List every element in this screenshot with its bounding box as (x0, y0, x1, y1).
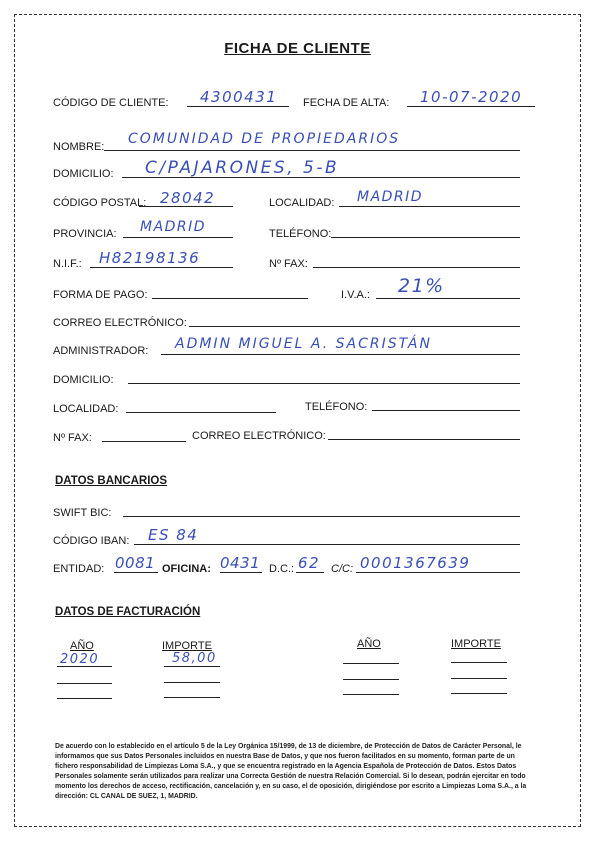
domicilio2-label: DOMICILIO: (53, 374, 114, 386)
codigo-cliente-line (187, 106, 289, 107)
fact-line (451, 678, 507, 679)
cc-line (356, 572, 520, 573)
correo2-line (328, 439, 520, 440)
fact-line (164, 697, 220, 698)
entidad-line (114, 572, 158, 573)
codigo-cliente-value[interactable]: 4300431 (200, 88, 278, 106)
telefono-label: TELÉFONO: (269, 228, 332, 240)
fax2-label: Nº FAX: (53, 432, 92, 444)
form-title: FICHA DE CLIENTE (224, 40, 371, 57)
fact-line (164, 666, 220, 667)
cc-label: C/C: (331, 563, 353, 575)
telefono-line (331, 237, 520, 238)
fecha-alta-line (407, 106, 535, 107)
localidad-label: LOCALIDAD: (269, 197, 335, 209)
row1-importe-value[interactable]: 58,00 (172, 651, 217, 666)
fact-line (343, 679, 399, 680)
localidad-line (339, 206, 520, 207)
fact-line (57, 666, 112, 667)
iban-line (134, 544, 520, 545)
correo2-label: CORREO ELECTRÓNICO: (192, 430, 326, 442)
administrador-value[interactable]: ADMIN MIGUEL A. SACRISTÁN (175, 336, 432, 352)
codigo-cliente-label: CÓDIGO DE CLIENTE: (53, 97, 169, 109)
iva-value[interactable]: 21% (398, 275, 445, 297)
codigo-postal-label: CÓDIGO POSTAL: (53, 197, 147, 209)
nombre-label: NOMBRE: (53, 141, 105, 153)
dc-value[interactable]: 62 (298, 554, 321, 572)
provincia-value[interactable]: MADRID (140, 219, 207, 235)
col-importe-header: IMPORTE (162, 640, 212, 652)
swift-line (123, 516, 520, 517)
nombre-line (104, 150, 520, 151)
datos-facturacion-heading: DATOS DE FACTURACIÓN (55, 606, 201, 618)
codigo-postal-value[interactable]: 28042 (160, 189, 216, 207)
administrador-line (161, 354, 520, 355)
iban-label: CÓDIGO IBAN: (53, 535, 130, 547)
provincia-line (123, 237, 233, 238)
iva-line (376, 298, 520, 299)
fax-label: Nº FAX: (269, 258, 308, 270)
fax-line (313, 267, 520, 268)
fecha-alta-label: FECHA DE ALTA: (303, 97, 390, 109)
domicilio-label: DOMICILIO: (53, 168, 114, 180)
oficina-label: OFICINA: (162, 563, 211, 575)
fecha-alta-value[interactable]: 10-07-2020 (420, 88, 523, 106)
oficina-line (220, 572, 262, 573)
col-ano2-header: AÑO (357, 638, 381, 650)
cc-value[interactable]: 0001367639 (360, 554, 471, 572)
entidad-value[interactable]: 0081 (115, 554, 156, 572)
fact-line (451, 693, 507, 694)
oficina-value[interactable]: 0431 (220, 554, 261, 572)
nif-line (90, 267, 233, 268)
fact-line (451, 662, 507, 663)
datos-bancarios-heading: DATOS BANCARIOS (55, 475, 168, 487)
telefono2-line (372, 410, 520, 411)
iva-label: I.V.A.: (341, 289, 370, 301)
fact-line (343, 694, 399, 695)
legal-notice: De acuerdo con lo establecido en el artículo 5 de la Ley Orgánica 15/1999, de 13 de diciembre, de Protección de Datos de Carácter Personal, le informamos que sus Datos Personales incluidos en nuestra Base de Datos, y que nos fueron facilitados en su momento, forman parte de un fichero responsabilidad de Limpiezas Loma S.A., y que se encuentra registrado en la Agencia Española de Protección de Datos. Estos Datos Personales solamente serán utilizados para realizar una Correcta Gestión de nuestra Relación Comercial. Si lo desean, podrán ejercitar en todo momento los derechos de acceso, rectificación, cancelación y, en su caso, el de oposición, dirigiéndose por escrito a Limpiezas Loma S.A., a la dirección: CL CANAL DE SUEZ, 1, MADRID. (55, 743, 527, 800)
provincia-label: PROVINCIA: (53, 228, 117, 240)
fact-line (57, 683, 112, 684)
iban-value[interactable]: ES 84 (148, 526, 199, 544)
swift-label: SWIFT BIC: (53, 507, 112, 519)
localidad2-label: LOCALIDAD: (53, 403, 119, 415)
correo-line (189, 326, 520, 327)
fact-line (343, 663, 399, 664)
fact-line (57, 698, 112, 699)
row1-ano-value[interactable]: 2020 (60, 652, 100, 667)
administrador-label: ADMINISTRADOR: (53, 345, 149, 357)
fax2-line (102, 441, 186, 442)
correo-label: CORREO ELECTRÓNICO: (53, 317, 187, 329)
domicilio2-line (128, 383, 520, 384)
telefono2-label: TELÉFONO: (305, 401, 368, 413)
localidad2-line (126, 412, 276, 413)
forma-pago-line (152, 298, 308, 299)
col-importe2-header: IMPORTE (451, 638, 501, 650)
nombre-value[interactable]: COMUNIDAD DE PROPIEDARIOS (128, 131, 401, 147)
nif-value[interactable]: H82198136 (99, 249, 201, 267)
forma-pago-label: FORMA DE PAGO: (53, 289, 148, 301)
nif-label: N.I.F.: (53, 258, 82, 270)
col-ano-header: AÑO (70, 640, 94, 652)
fact-line (164, 682, 220, 683)
dc-line (296, 572, 324, 573)
localidad-value[interactable]: MADRID (357, 189, 424, 205)
entidad-label: ENTIDAD: (53, 563, 105, 575)
dc-label: D.C.: (269, 563, 295, 575)
domicilio-value[interactable]: C/PAJARONES, 5-B (145, 158, 340, 178)
